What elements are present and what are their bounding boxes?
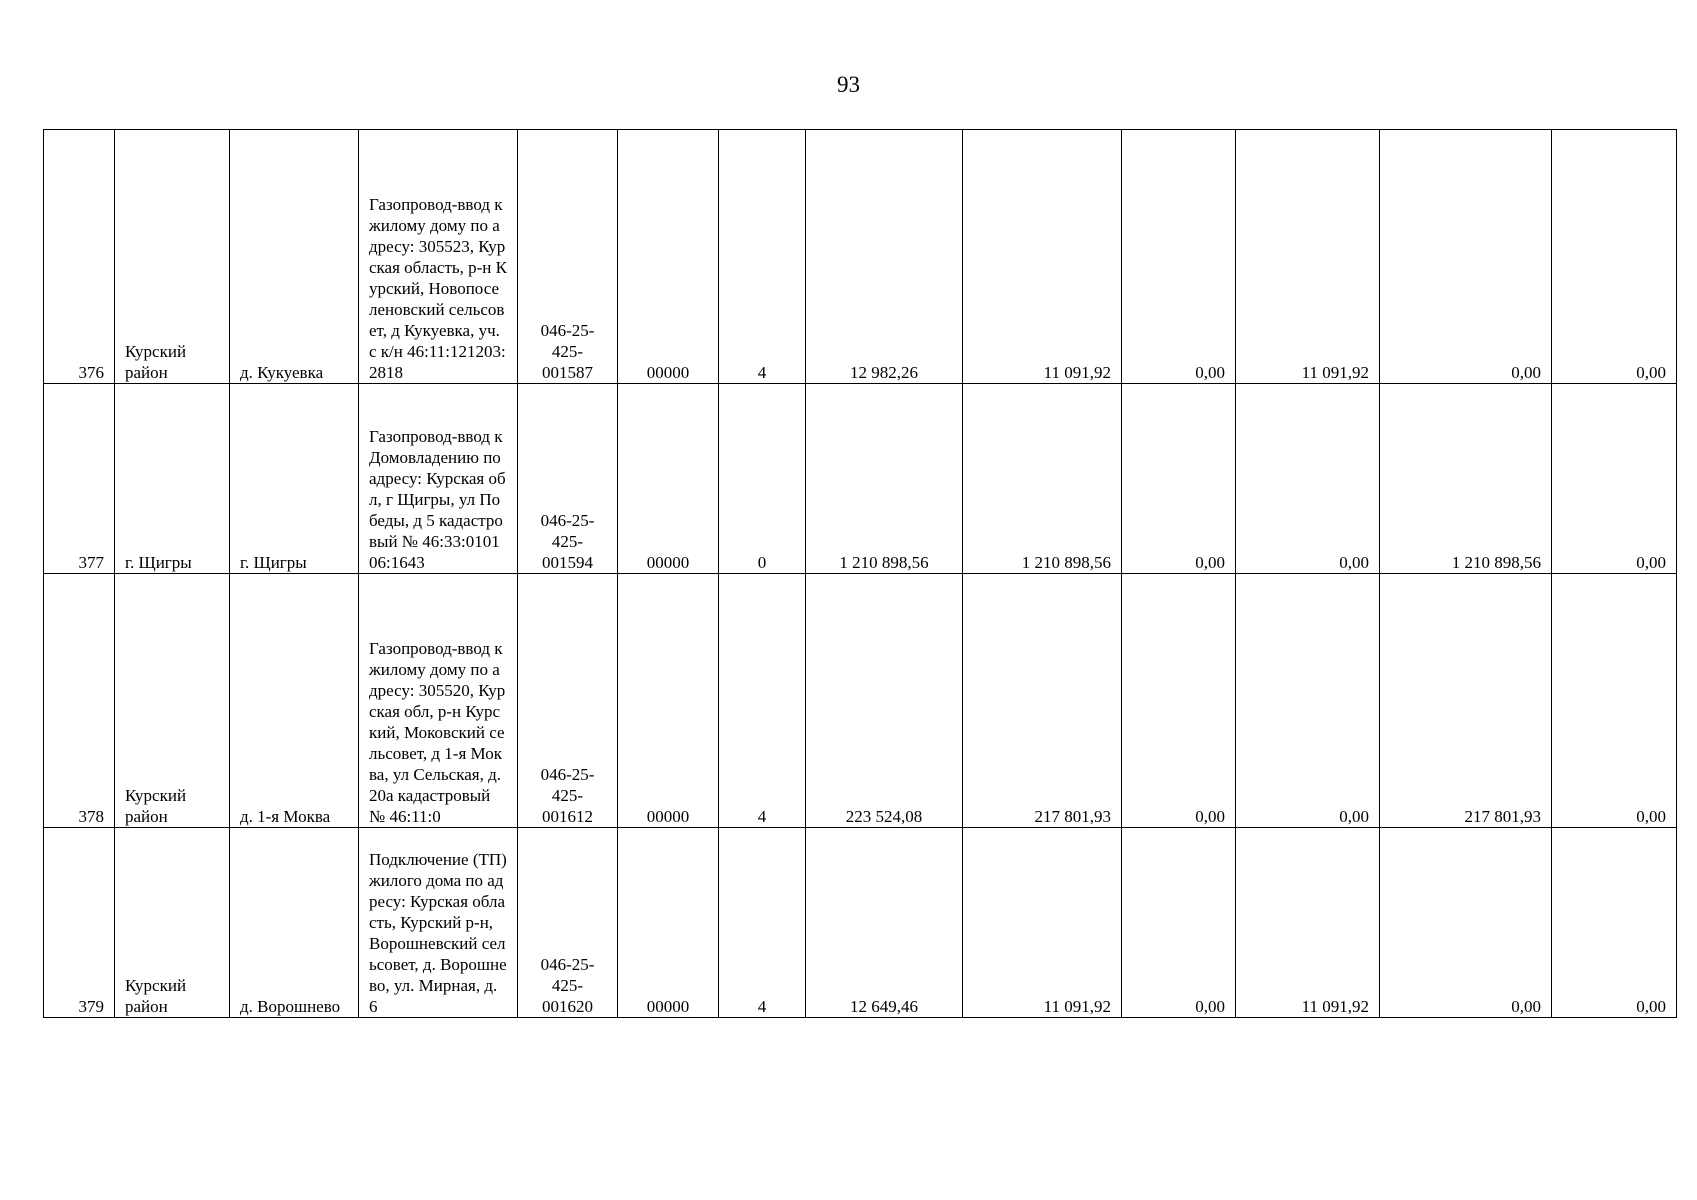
amount-cell: 11 091,92 [1236,828,1380,1018]
row-number: 379 [44,828,115,1018]
category-cell: 4 [719,130,806,384]
amount-cell: 11 091,92 [1236,130,1380,384]
amount-cell: 0,00 [1552,384,1677,574]
object-code-cell: 046-25-425-001587 [518,130,618,384]
code-cell: 00000 [618,828,719,1018]
amount-cell: 0,00 [1122,574,1236,828]
amount-cell: 0,00 [1552,828,1677,1018]
code-cell: 00000 [618,574,719,828]
description-cell: Газопровод-ввод к Домовладению по адресу: Курская обл, г Щигры, ул Победы, д 5 кадастровый № 46:33:010106:1643 [359,384,518,574]
amount-cell: 0,00 [1122,384,1236,574]
district-cell: Курский район [115,574,230,828]
registry-table [43,129,1677,1018]
table-row [44,574,1677,828]
description-cell: Газопровод-ввод к жилому дому по адресу: 305523, Курская область, р-н Курский, Новопоселеновский сельсовет, д Кукуевка, уч. с к/н 46:11:121203:2818 [359,130,518,384]
amount-cell: 0,00 [1552,574,1677,828]
table-row [44,828,1677,1018]
description-cell: Подключение (ТП) жилого дома по адресу: Курская область, Курский р-н, Ворошневский сельсовет, д. Ворошнево, ул. Мирная, д. 6 [359,828,518,1018]
code-cell: 00000 [618,384,719,574]
district-cell: Курский район [115,130,230,384]
table-row [44,384,1677,574]
amount-cell: 0,00 [1380,130,1552,384]
row-number: 378 [44,574,115,828]
amount-cell: 0,00 [1236,384,1380,574]
table-row [44,130,1677,384]
settlement-cell: д. 1-я Моква [230,574,359,828]
amount-cell: 217 801,93 [1380,574,1552,828]
amount-cell: 0,00 [1122,130,1236,384]
settlement-cell: д. Кукуевка [230,130,359,384]
district-cell: Курский район [115,828,230,1018]
amount-cell: 217 801,93 [963,574,1122,828]
amount-cell: 1 210 898,56 [963,384,1122,574]
amount-cell: 12 649,46 [806,828,963,1018]
row-number: 377 [44,384,115,574]
object-code-cell: 046-25-425-001594 [518,384,618,574]
amount-cell: 11 091,92 [963,828,1122,1018]
settlement-cell: д. Ворошнево [230,828,359,1018]
amount-cell: 1 210 898,56 [806,384,963,574]
description-cell: Газопровод-ввод к жилому дому по адресу: 305520, Курская обл, р-н Курский, Моковский сельсовет, д 1-я Моква, ул Сельская, д. 20а кадастровый № 46:11:0 [359,574,518,828]
object-code-cell: 046-25-425-001612 [518,574,618,828]
category-cell: 0 [719,384,806,574]
category-cell: 4 [719,828,806,1018]
code-cell: 00000 [618,130,719,384]
category-cell: 4 [719,574,806,828]
amount-cell: 12 982,26 [806,130,963,384]
object-code-cell: 046-25-425-001620 [518,828,618,1018]
amount-cell: 0,00 [1122,828,1236,1018]
row-number: 376 [44,130,115,384]
page-number: 93 [837,72,860,97]
amount-cell: 11 091,92 [963,130,1122,384]
district-cell: г. Щигры [115,384,230,574]
amount-cell: 1 210 898,56 [1380,384,1552,574]
amount-cell: 223 524,08 [806,574,963,828]
amount-cell: 0,00 [1552,130,1677,384]
amount-cell: 0,00 [1236,574,1380,828]
amount-cell: 0,00 [1380,828,1552,1018]
settlement-cell: г. Щигры [230,384,359,574]
